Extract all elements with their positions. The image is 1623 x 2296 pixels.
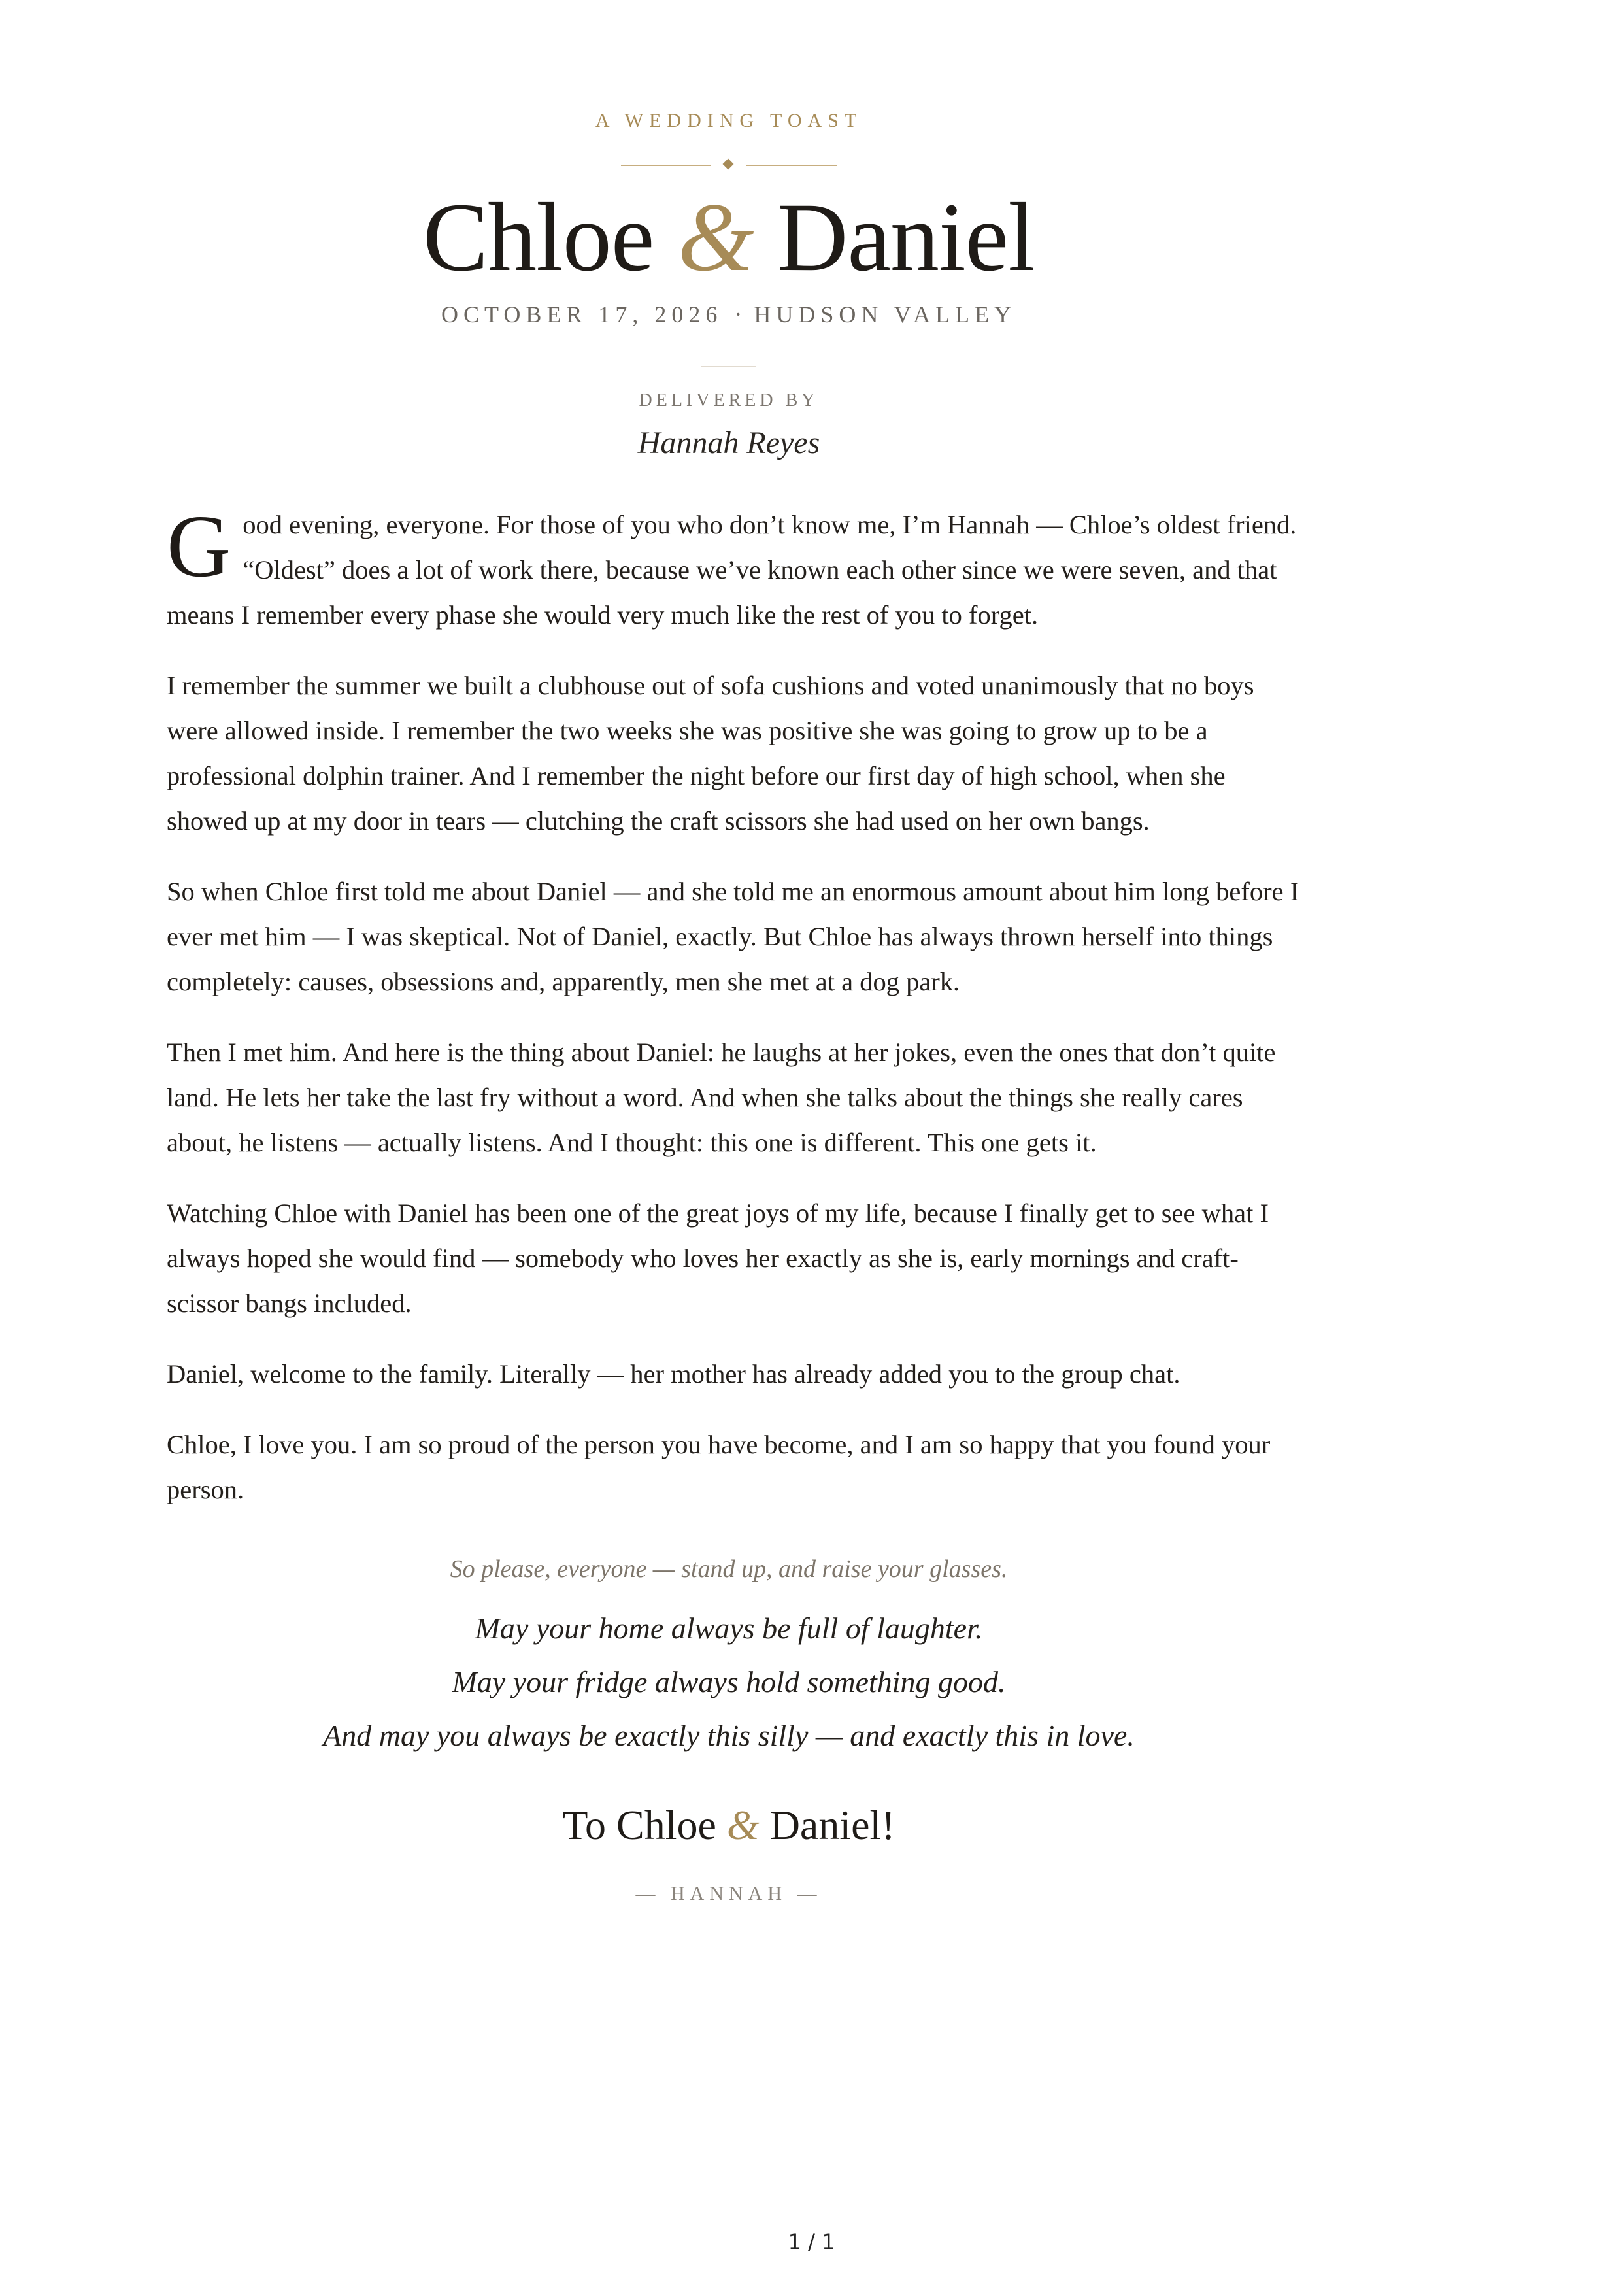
toast-suffix: Daniel! — [769, 1802, 895, 1848]
blessings-block — [0, 1602, 1458, 1763]
diamond-icon — [723, 159, 734, 170]
blessing-line: May your home always be full of laughter. — [475, 1612, 983, 1645]
speech-paragraph: Then I met him. And here is the thing about Daniel: he laughs at her jokes, even the ones that don’t quite land. He lets her take the last fry without a word. And when she talks about the things she really cares about, he listens — actually listens. And I thought: this one is different. This one gets it. — [167, 1038, 1276, 1157]
speech-paragraph: Daniel, welcome to the family. Literally — her mother has already added you to the group chat. — [167, 1359, 1180, 1389]
paragraph-text: ood evening, everyone. For those of you who don’t know me, I’m Hannah — Chloe’s oldest friend. “Oldest” does a lot of work there, because we’ve known each other since we were seven, and that means I remember every phase she would very much like the rest of you to forget. — [167, 510, 1297, 630]
eyebrow-label: A WEDDING TOAST — [595, 110, 863, 131]
event-date: OCTOBER 17, 2026 — [441, 301, 723, 328]
speaker-name: Hannah Reyes — [637, 426, 820, 460]
speech-paragraph: So when Chloe first told me about Daniel — and she told me an enormous amount about him long before I ever met him — I was skeptical. Not of Daniel, exactly. But Chloe has always thrown herself into things completely: causes, obsessions and, apparently, men she met at a dog park. — [167, 877, 1299, 996]
date-location-line — [0, 301, 1458, 328]
separator-dot: · — [734, 301, 743, 328]
ornament-line-left — [621, 165, 711, 166]
final-toast — [0, 1801, 1458, 1849]
signoff: — HANNAH — — [635, 1883, 822, 1904]
speech-paragraph: Watching Chloe with Daniel has been one of the great joys of my life, because I finally get to see what I always hoped she would find — somebody who loves her exactly as she is, early mornings and craft-scissor bangs included. — [167, 1198, 1269, 1318]
speech-paragraph: I remember the summer we built a clubhouse out of sofa cushions and voted unanimously that no boys were allowed inside. I remember the two weeks she was positive she was going to grow up to be a professional dolphin trainer. And I remember the night before our first day of high school, when she showed up at my door in tears — clutching the craft scissors she had used on her own bangs. — [167, 671, 1254, 836]
speech-paragraph: Chloe, I love you. I am so proud of the person you have become, and I am so happy that you found your person. — [167, 1430, 1271, 1504]
delivered-by-label: DELIVERED BY — [639, 390, 819, 411]
small-divider — [701, 366, 756, 367]
toast-lead-line: So please, everyone — stand up, and raise your glasses. — [450, 1555, 1008, 1583]
name-two: Daniel — [777, 183, 1035, 292]
event-location: HUDSON VALLEY — [754, 301, 1017, 328]
name-one: Chloe — [423, 183, 654, 292]
page-number: 1 / 1 — [788, 2229, 835, 2254]
ornament-line-right — [746, 165, 837, 166]
ampersand: & — [677, 183, 754, 292]
blessing-line: May your fridge always hold something good. — [452, 1665, 1006, 1698]
toast-ampersand: & — [726, 1802, 760, 1848]
speech-paragraph — [167, 498, 1304, 637]
ornament-divider — [621, 159, 837, 172]
speech-body — [167, 498, 1304, 1538]
drop-cap: G — [167, 498, 231, 596]
blessing-line: And may you always be exactly this silly — and exactly this in love. — [323, 1719, 1135, 1752]
toast-prefix: To Chloe — [562, 1802, 716, 1848]
couple-names-title — [0, 182, 1458, 293]
